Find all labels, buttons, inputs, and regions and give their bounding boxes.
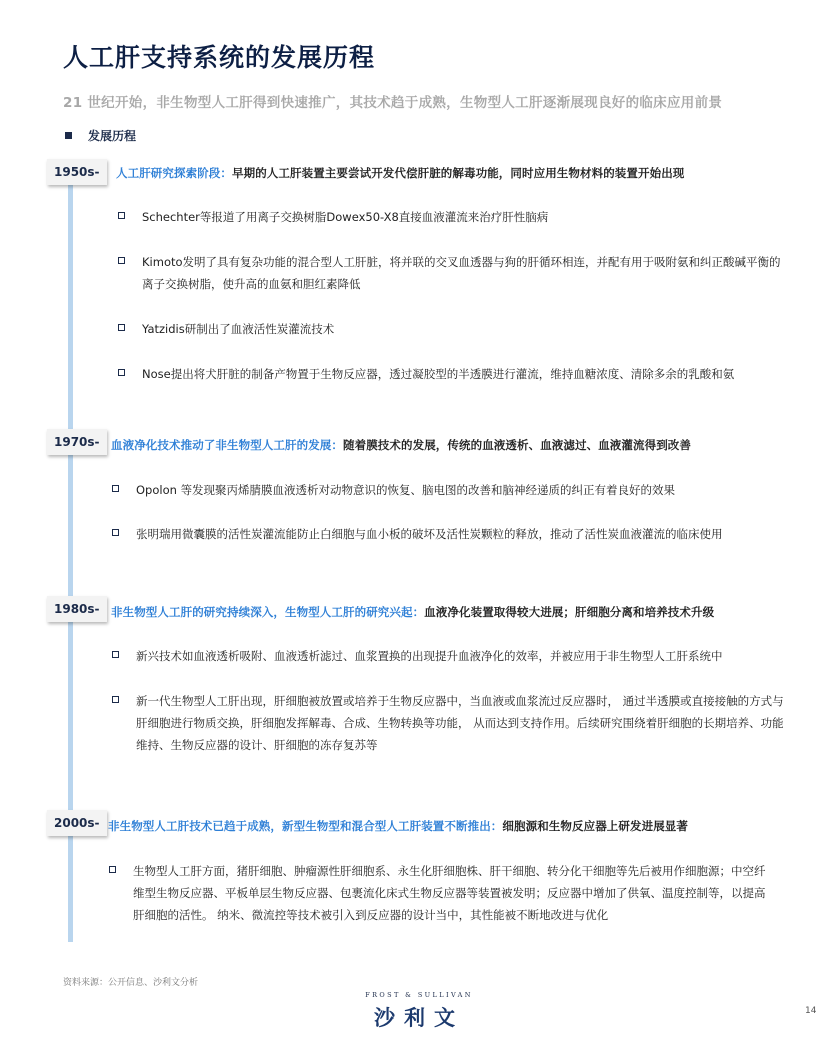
list-item-text: 张明瑞用微囊膜的活性炭灌流能防止白细胞与血小板的破坏及活性炭颗粒的释放，推动了活性炭血液灌流的临床使用 [136,527,723,541]
source-note: 资料来源：公开信息、沙利文分析 [63,978,199,988]
list-item-text: Nose提出将犬肝脏的制备产物置于生物反应器，透过凝胶型的半透膜进行灌流，维持血糖浓度、清除多余的乳酸和氨 [142,367,735,381]
checkbox-bullet-icon [118,369,125,376]
era-heading-text: 随着膜技术的发展，传统的血液透析、血液滤过、血液灌流得到改善 [343,438,691,452]
era-heading-highlight: 人工肝研究探索阶段： [116,166,232,180]
list-item-text: 新一代生物型人工肝出现，肝细胞被放置或培养于生物反应器中，当血液或血浆流过反应器时， 通过半透膜或直接接触的方式与肝细胞进行物质交换，肝细胞发挥解毒、合成、生物转换等功能， 从而达到支持作用。后续研究围绕着肝细胞的长期培养、功能维持、生物反应器的设计、肝细胞的冻存复苏等 [136,694,784,752]
brand-logo-en: FROST & SULLIVAN [365,991,473,999]
era-tag-1950s: 1950s- [47,159,107,185]
section-label [65,127,136,144]
checkbox-bullet-icon [118,324,125,331]
era-heading-2000s [108,818,688,834]
era-heading-text: 细胞源和生物反应器上研发进展显著 [502,819,689,833]
list-item-text: Kimoto发明了具有复杂功能的混合型人工肝脏，将并联的交叉血透器与狗的肝循环相连，并配有用于吸附氨和纠正酸碱平衡的离子交换树脂，使升高的血氨和胆红素降低 [142,255,781,291]
list-item-text: Schechter等报道了用离子交换树脂Dowex50-X8直接血液灌流来治疗肝性脑病 [142,210,549,224]
era-heading-1980s [111,604,714,620]
square-bullet-icon [65,132,72,139]
era-heading-highlight: 血液净化技术推动了非生物型人工肝的发展： [111,438,343,452]
list-item-text: Yatzidis研制出了血液活性炭灌流技术 [142,322,335,336]
page-title: 人工肝支持系统的发展历程 [63,43,376,72]
checkbox-bullet-icon [112,485,119,492]
era-heading-1970s [111,437,691,453]
era-tag-2000s: 2000s- [47,810,107,836]
list-item-text: 生物型人工肝方面，猪肝细胞、肿瘤源性肝细胞系、永生化肝细胞株、肝干细胞、转分化干细胞等先后被用作细胞源；中空纤维型生物反应器、平板单层生物反应器、包裹流化床式生物反应器等装置被发明；反应器中增加了供氧、温度控制等，以提高肝细胞的活性。 纳米、微流控等技术被引入到反应器的设计当中，其性能被不断地改进与优化 [133,864,766,922]
page-subtitle: 21 世纪开始，非生物型人工肝得到快速推广，其技术趋于成熟，生物型人工肝逐渐展现良好的临床应用前景 [63,95,723,111]
brand-logo-cn: 沙利文 [374,1006,464,1030]
era-heading-highlight: 非生物型人工肝的研究持续深入，生物型人工肝的研究兴起： [111,605,425,619]
checkbox-bullet-icon [112,651,119,658]
era-heading-highlight: 非生物型人工肝技术已趋于成熟，新型生物型和混合型人工肝装置不断推出： [108,819,503,833]
era-tag-1980s: 1980s- [47,596,107,622]
era-heading-text: 血液净化装置取得较大进展；肝细胞分离和培养技术升级 [424,605,715,619]
list-item-text: Opolon 等发现聚丙烯腈膜血液透析对动物意识的恢复、脑电图的改善和脑神经递质的纠正有着良好的效果 [136,483,676,497]
section-label-text: 发展历程 [88,129,137,143]
page-number: 14 [805,1006,817,1016]
checkbox-bullet-icon [118,212,125,219]
list-item-text: 新兴技术如血液透析吸附、血液透析滤过、血浆置换的出现提升血液净化的效率，并被应用于非生物型人工肝系统中 [136,649,723,663]
era-heading-text: 早期的人工肝装置主要尝试开发代偿肝脏的解毒功能，同时应用生物材料的装置开始出现 [232,166,685,180]
era-tag-1970s: 1970s- [47,429,107,455]
era-heading-1950s [116,165,684,181]
checkbox-bullet-icon [112,529,119,536]
checkbox-bullet-icon [112,696,119,703]
checkbox-bullet-icon [118,257,125,264]
checkbox-bullet-icon [109,866,116,873]
